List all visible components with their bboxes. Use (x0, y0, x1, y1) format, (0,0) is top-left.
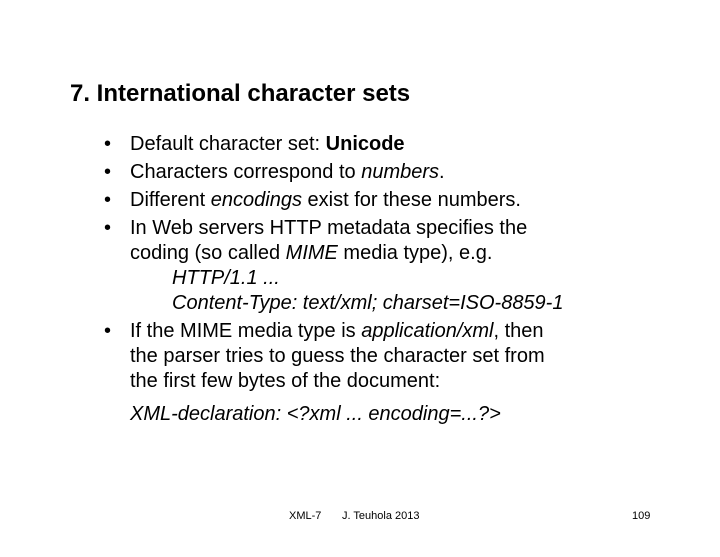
http-example-line-1: HTTP/1.1 ... (172, 267, 280, 289)
http-example-line-2: Content-Type: text/xml; charset=ISO-8859-1 (172, 292, 564, 314)
bullet-text (130, 216, 704, 316)
footer-course-code: XML-7 (289, 510, 322, 522)
bullet-http-metadata (104, 216, 704, 316)
bullet-text-tail: , then (493, 320, 544, 342)
bullet-text-tail: exist for these numbers. (301, 189, 521, 211)
slide-title: 7. International character sets (70, 80, 411, 107)
bullet-marker: • (104, 133, 112, 155)
bullet-text-italic: encodings (210, 189, 302, 211)
bullet-characters-numbers (104, 160, 704, 185)
bullet-text-lead: Characters correspond to (130, 161, 362, 183)
bullet-marker: • (104, 189, 112, 211)
bullet-text-lead: Different (130, 189, 211, 211)
bullet-text (130, 188, 704, 213)
bullet-marker: • (104, 217, 112, 239)
bullet-text-tail: media type), e.g. (337, 242, 493, 264)
bullet-text (130, 319, 704, 427)
bullet-list (104, 132, 704, 430)
bullet-text-lead: If the MIME media type is (130, 320, 362, 342)
bullet-line-1 (130, 319, 704, 344)
bullet-line-2 (130, 241, 704, 266)
bullet-text-bold: Unicode (325, 133, 405, 155)
xml-declaration-example: XML-declaration: <?xml ... encoding=...?> (130, 403, 501, 425)
bullet-text-tail: . (439, 161, 445, 183)
bullet-text-italic: application/xml (361, 320, 494, 342)
footer-page-number: 109 (632, 510, 651, 522)
bullet-encodings (104, 188, 704, 213)
bullet-text-lead: Default character set: (130, 133, 326, 155)
bullet-text-italic: numbers (361, 161, 440, 183)
bullet-default-charset (104, 132, 704, 157)
bullet-text (130, 132, 704, 157)
bullet-line-3: the first few bytes of the document: (130, 370, 441, 392)
bullet-line-1: In Web servers HTTP metadata specifies the (130, 217, 528, 239)
bullet-marker: • (104, 320, 112, 342)
bullet-text (130, 160, 704, 185)
footer-author: J. Teuhola 2013 (342, 510, 420, 522)
bullet-line-2: the parser tries to guess the character set from (130, 345, 545, 367)
bullet-text-italic: MIME (285, 242, 338, 264)
bullet-application-xml (104, 319, 704, 427)
bullet-marker: • (104, 161, 112, 183)
bullet-text-lead: coding (so called (130, 242, 286, 264)
